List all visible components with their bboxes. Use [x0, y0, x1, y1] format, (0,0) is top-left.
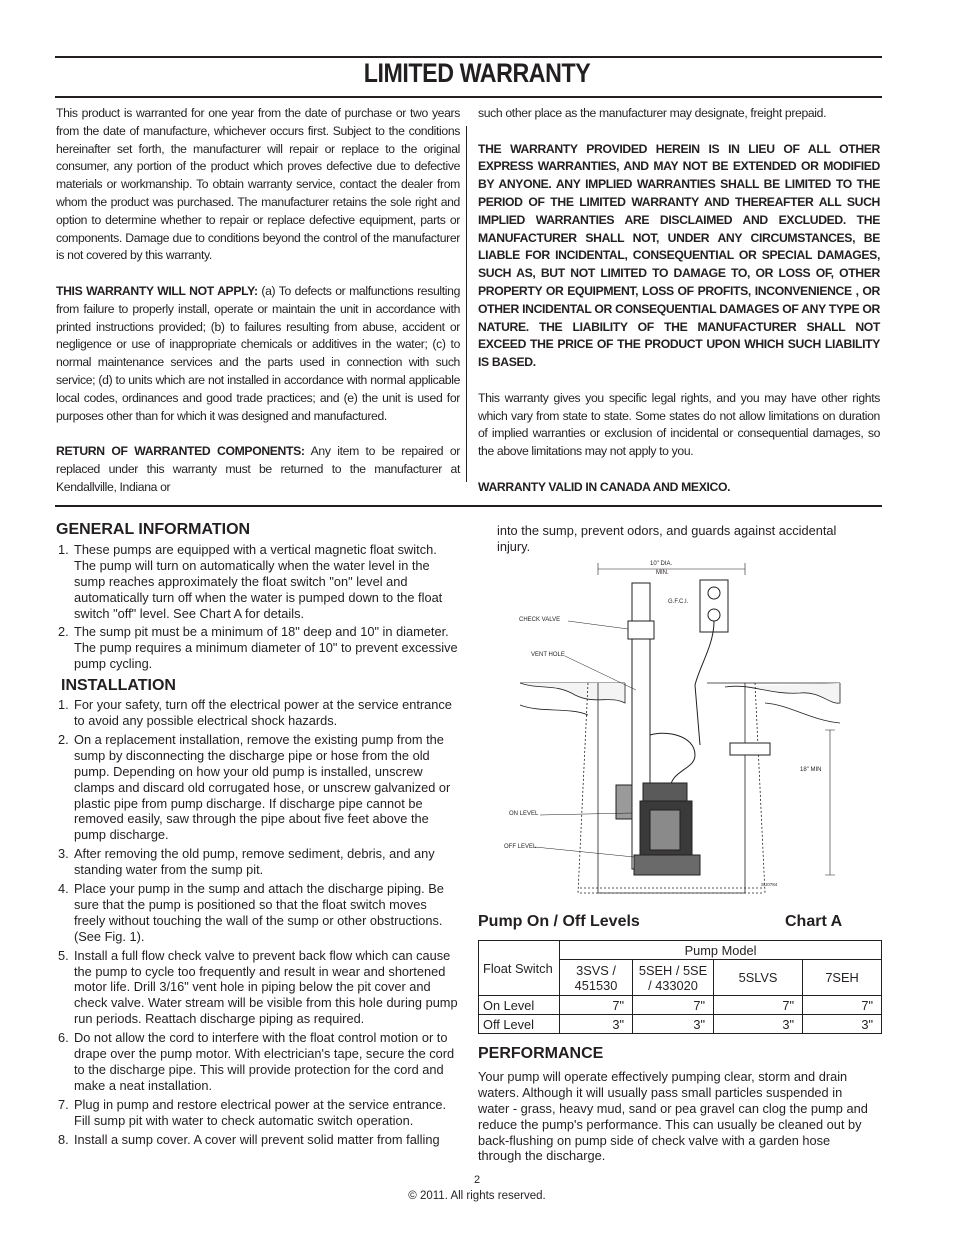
- list-item: 1. For your safety, turn off the electrical power at the service entrance to avoid any possible electrical shock hazards.: [58, 697, 452, 728]
- off-level-label: OFF LEVEL: [504, 844, 537, 850]
- performance-heading: PERFORMANCE: [478, 1045, 604, 1062]
- warranty-paragraph: This product is warranted for one year from the date of purchase or two years from the date of manufacture, whichever occurs first. Subject to the conditions hereinafter set forth, the manufacturer will repair or replace to the original consumer, any portion of the product which proves defective due to defective materials or workmanship. To obtain warranty service, contact the dealer from whom the product was purchased. The manufacturer retains the sole right and option to determine whether to repair or replace defective equipment, parts or components. Damage due to conditions beyond the control of the manufacturer is not covered by this warranty.: [56, 106, 460, 263]
- vent-hole-label: VENT HOLE: [531, 652, 565, 658]
- title-underline: [55, 96, 882, 98]
- section-rule: [55, 505, 882, 507]
- model-header: 3SVS / 451530: [560, 960, 633, 996]
- on-level-label: ON LEVEL: [509, 811, 539, 817]
- gfci-outlet: [695, 580, 728, 745]
- exclusions-body: (a) To defects or malfunctions resulting from failure to properly install, operate or maintain the unit in accordance with printed instructions provided; (b) to failures resulting from abuse, accident or negligence or use of inappropriate chemicals or additives in the water; (c) to normal maintenance services and the parts used in connection with such service; (d) to units which are not installed in accordance with normal applicable local codes, ordinances and good trade practices; and (e) the unit is used for purposes other than for which it was designed and manufactured.: [56, 283, 460, 423]
- list-item: 2. The sump pit must be a minimum of 18" deep and 10" in diameter. The pump requires a minimum diameter of 10" to prevent excessive pump cycling.: [58, 624, 458, 672]
- list-item: 8. Install a sump cover. A cover will prevent solid matter from falling: [58, 1131, 440, 1147]
- page-number: 2: [473, 1174, 481, 1186]
- warranty-disclaimer: THE WARRANTY PROVIDED HEREIN IS IN LIEU OF ALL OTHER EXPRESS WARRANTIES, AND MAY NOT BE EXTENDED OR MODIFIED BY ANYONE. ANY IMPLIED WARRANTIES SHALL BE LIMITED TO THE PERIOD OF THE LIMITED WARRANTY AND THEREAFTER ALL SUCH IMPLIED WARRANTIES ARE DISCLAIMED AND EXCLUDED. THE MANUFACTURER SHALL NOT, UNDER ANY CIRCUMSTANCES, BE LIABLE FOR INCIDENTAL, CONSEQUENTIAL OR SPECIAL DAMAGES, SUCH AS, BUT NOT LIMITED TO DAMAGE TO, OR LOSS OF, OTHER PROPERTY OR EQUIPMENT, LOSS OF PROFITS, INCONVENIENCE , OR OTHER INCIDENTAL OR CONSEQUENTIAL DAMAGES OF ANY TYPE OR NATURE. THE LIABILITY OF THE MANUFACTURER SHALL NOT EXCEED THE PRICE OF THE PRODUCT UPON WHICH SUCH LIABILITY IS BASED.: [478, 141, 880, 370]
- warranty-returns: [56, 443, 460, 496]
- chart-label: Chart A: [785, 913, 843, 930]
- model-header: 5SLVS: [714, 960, 803, 996]
- pump-body: [616, 783, 700, 875]
- installation-list: [56, 697, 458, 1147]
- installation-continuation: into the sump, prevent odors, and guards against accidental injury.: [497, 523, 837, 554]
- list-item: 6. Do not allow the cord to interfere with the float control motion or to drape over the pump motor. With electrician's tape, secure the cord to the discharge pipe. This will provide protection for the cord and make a neat installation.: [58, 1030, 455, 1093]
- model-header: 5SEH / 5SE / 433020: [633, 960, 714, 996]
- warranty-exclusions: [56, 283, 460, 425]
- sump-pit-diagram: [500, 555, 860, 895]
- exclusions-heading: THIS WARRANTY WILL NOT APPLY:: [56, 283, 258, 298]
- floor-slab: [520, 683, 840, 723]
- warranty-left-column: [56, 105, 460, 497]
- table-row: Off Level 3" 3" 3" 3": [479, 1015, 882, 1034]
- pump-levels-table: [478, 940, 882, 1034]
- depth-label: 18" MIN: [800, 767, 822, 773]
- pump-model-header: Pump Model: [560, 941, 882, 960]
- float-switch-header: Float Switch: [479, 941, 560, 996]
- performance-section: [478, 1046, 868, 1164]
- list-item: 5. Install a full flow check valve to prevent back flow which can cause the pump to cycle too frequently and result in wear and shortened motor life. Drill 3/16" vent hole in piping below the pit cover and check valve. Water stream will be visible from this hole during pump run periods. Reattach discharge piping as required.: [58, 947, 458, 1027]
- warranty-valid-regions: WARRANTY VALID IN CANADA AND MEXICO.: [478, 479, 731, 494]
- figure-code: SU0784: [761, 882, 778, 887]
- table-row: On Level 7" 7" 7" 7": [479, 996, 882, 1015]
- warranty-legal-rights: This warranty gives you specific legal rights, and you may have other rights which vary from state to state. Some states do not allow limitations on duration of implied warranties or exclusion of incidental or consequential damages, so the above limitations may not apply to you.: [478, 390, 880, 459]
- copyright: © 2011. All rights reserved.: [408, 1190, 546, 1202]
- power-cord: [650, 733, 695, 790]
- instructions-column: [56, 522, 458, 1151]
- chart-a-title: [478, 913, 848, 931]
- page-title: LIMITED WARRANTY: [363, 58, 591, 88]
- performance-text: Your pump will operate effectively pumping clear, storm and drain waters. Although it will usually pass small particles suspended in water - grass, heavy mud, sand or pea gravel can clog the pump and reduce the pump's performance. This can usually be cleaned out by back-flushing on pump side of check valve with a garden hose through the discharge.: [478, 1068, 868, 1164]
- returns-body: Any item to be repaired or replaced under this warranty must be returned to the manufacturer at Kendallville, Indiana or: [56, 444, 460, 494]
- chart-title: Pump On / Off Levels: [478, 913, 640, 930]
- column-divider: [466, 126, 467, 482]
- returns-heading: RETURN OF WARRANTED COMPONENTS:: [56, 444, 305, 459]
- list-item: 1. These pumps are equipped with a vertical magnetic float switch. The pump will turn on automatically when the water level in the sump reaches approximately the float switch "on" level and automatically turn off when the water is pumped down to the float switch "off" level. See Chart A for details.: [58, 541, 443, 621]
- general-information-list: [56, 542, 458, 672]
- gfci-label: G.F.C.I.: [668, 599, 689, 605]
- general-information-heading: GENERAL INFORMATION: [56, 521, 251, 538]
- warranty-right-column: [478, 105, 880, 497]
- warranty-freight: such other place as the manufacturer may designate, freight prepaid.: [478, 106, 827, 120]
- check-valve-label: CHECK VALVE: [519, 617, 561, 623]
- list-item: 2. On a replacement installation, remove the existing pump from the sump by disconnecting the discharge pipe or hose from the old pump. Depending on how your old pump is installed, unscrew clamps and discard old corrugated hose, or unscrew galvanized or plastic pipe from pump discharge. If discharge pipe cannot be removed easily, saw through the pipe about five feet above the pump discharge.: [58, 731, 451, 843]
- side-discharge: [730, 743, 770, 755]
- list-item: 7. Plug in pump and restore electrical power at the service entrance. Fill sump pit with water to check automatic switch operation.: [58, 1096, 447, 1128]
- list-item: 4. Place your pump in the sump and attach the discharge piping. Be sure that the pump is positioned so that the float switch moves freely without touching the wall of the sump or other obstructions. (See Fig. 1).: [58, 881, 444, 944]
- model-header: 7SEH: [803, 960, 882, 996]
- diameter-label: 10" DIA.: [650, 561, 673, 567]
- diameter-min-label: MIN.: [656, 570, 669, 576]
- list-item: 3. After removing the old pump, remove sediment, debris, and any standing water from the sump pit.: [58, 846, 435, 878]
- installation-heading: INSTALLATION: [61, 677, 176, 695]
